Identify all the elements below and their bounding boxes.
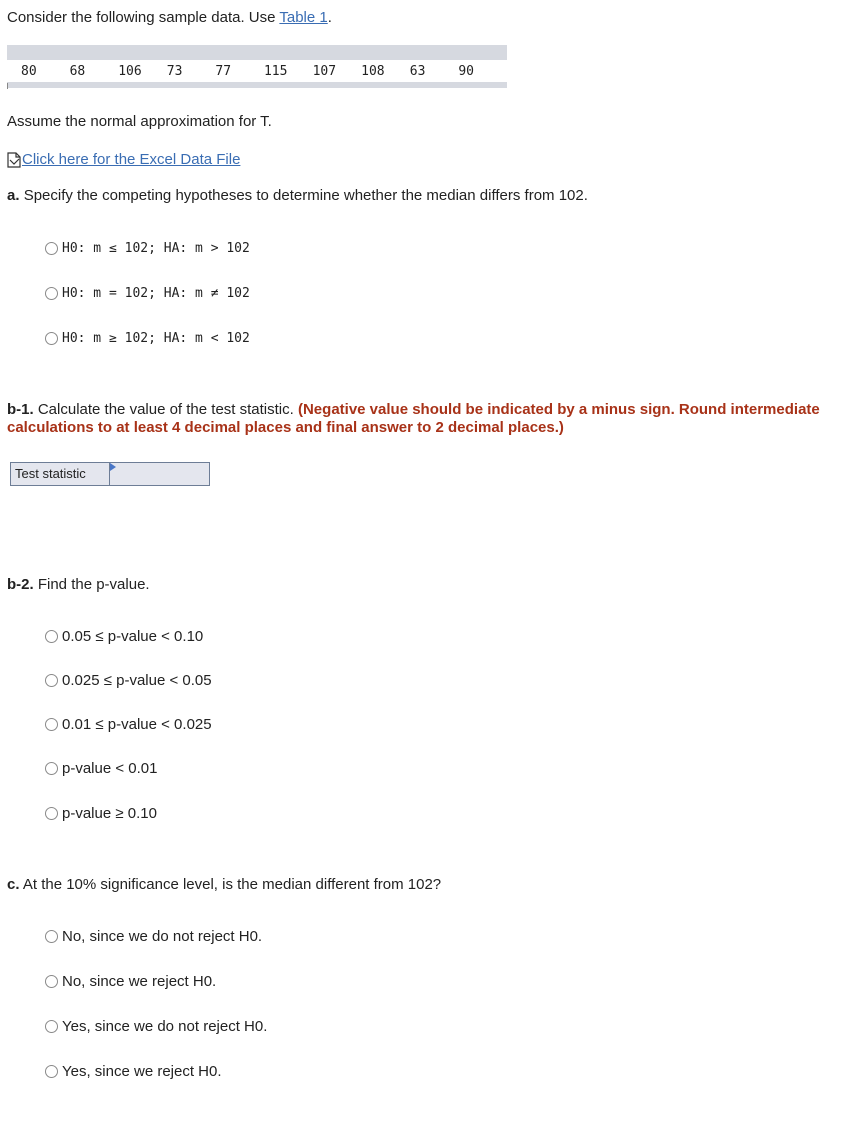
option-label: H0: m = 102; HA: m ≠ 102 xyxy=(62,286,250,301)
hypothesis-option-1[interactable] xyxy=(45,241,250,256)
radio-button[interactable] xyxy=(45,287,58,300)
data-cell: 108 xyxy=(361,63,385,79)
pvalue-option-1[interactable] xyxy=(45,628,203,645)
intro-prefix: Consider the following sample data. Use xyxy=(7,9,280,26)
part-c-label: c. xyxy=(7,876,20,893)
part-b2-question xyxy=(7,576,150,593)
part-a-question xyxy=(7,187,588,204)
table-divider xyxy=(7,83,8,89)
assumption-text: Assume the normal approximation for T. xyxy=(7,113,272,130)
option-label: Yes, since we reject H0. xyxy=(62,1063,222,1080)
part-b1-instruction: (Negative value should be indicated by a minus sign. Round intermediate calculations to at least 4 decimal places and final answer to 2 decimal places.) xyxy=(7,401,820,436)
part-b1-text: Calculate the value of the test statistic. xyxy=(37,401,294,418)
intro-text xyxy=(7,9,332,26)
test-statistic-input[interactable] xyxy=(110,462,210,486)
part-a-label: a. xyxy=(7,187,20,204)
data-cell: 73 xyxy=(166,63,183,79)
option-label: 0.01 ≤ p-value < 0.025 xyxy=(62,716,212,733)
part-b2-text: Find the p-value. xyxy=(37,576,150,593)
part-c-text: At the 10% significance level, is the median different from 102? xyxy=(22,876,442,893)
radio-button[interactable] xyxy=(45,1020,58,1033)
excel-file-icon xyxy=(7,152,21,168)
conclusion-option-2[interactable] xyxy=(45,973,216,990)
sample-data-row xyxy=(7,60,507,82)
excel-link-row[interactable] xyxy=(7,151,240,168)
intro-suffix: . xyxy=(327,9,332,26)
conclusion-option-1[interactable] xyxy=(45,928,262,945)
data-cell: 90 xyxy=(458,63,474,79)
part-b1-question xyxy=(7,401,847,437)
option-label: H0: m ≤ 102; HA: m > 102 xyxy=(62,241,250,256)
table-1-link[interactable]: Table 1 xyxy=(279,9,328,26)
option-label: p-value ≥ 0.10 xyxy=(62,805,157,822)
hypothesis-option-3[interactable] xyxy=(45,331,250,346)
conclusion-option-4[interactable] xyxy=(45,1063,222,1080)
hypothesis-option-2[interactable] xyxy=(45,286,250,301)
data-cell: 63 xyxy=(409,63,426,79)
data-cell: 77 xyxy=(215,63,232,79)
pvalue-option-5[interactable] xyxy=(45,805,157,822)
option-label: p-value < 0.01 xyxy=(62,760,158,777)
data-cell: 106 xyxy=(118,63,142,79)
data-cell: 80 xyxy=(21,63,37,79)
sample-data-table xyxy=(7,45,507,88)
part-a-text: Specify the competing hypotheses to determine whether the median differs from 102. xyxy=(23,187,588,204)
radio-button[interactable] xyxy=(45,807,58,820)
data-cell: 68 xyxy=(69,63,86,79)
option-label: No, since we do not reject H0. xyxy=(62,928,263,945)
test-statistic-label: Test statistic xyxy=(10,462,110,486)
data-cell: 107 xyxy=(312,63,337,79)
part-b1-label: b-1. xyxy=(7,401,34,418)
part-b2-label: b-2. xyxy=(7,576,34,593)
part-c-question xyxy=(7,876,441,893)
radio-button[interactable] xyxy=(45,242,58,255)
option-label: No, since we reject H0. xyxy=(62,973,217,990)
data-cell: 115 xyxy=(263,63,288,79)
radio-button[interactable] xyxy=(45,930,58,943)
option-label: 0.025 ≤ p-value < 0.05 xyxy=(62,672,212,689)
option-label: 0.05 ≤ p-value < 0.10 xyxy=(62,628,204,645)
radio-button[interactable] xyxy=(45,332,58,345)
input-marker-icon xyxy=(110,463,116,471)
radio-button[interactable] xyxy=(45,1065,58,1078)
option-label: Yes, since we do not reject H0. xyxy=(62,1018,268,1035)
test-statistic-row xyxy=(10,462,210,486)
pvalue-option-3[interactable] xyxy=(45,716,212,733)
option-label: H0: m ≥ 102; HA: m < 102 xyxy=(62,331,250,346)
pvalue-option-4[interactable] xyxy=(45,760,158,777)
pvalue-option-2[interactable] xyxy=(45,672,212,689)
radio-button[interactable] xyxy=(45,674,58,687)
radio-button[interactable] xyxy=(45,762,58,775)
radio-button[interactable] xyxy=(45,975,58,988)
excel-data-link[interactable]: Click here for the Excel Data File xyxy=(22,151,241,168)
radio-button[interactable] xyxy=(45,630,58,643)
radio-button[interactable] xyxy=(45,718,58,731)
conclusion-option-3[interactable] xyxy=(45,1018,267,1035)
